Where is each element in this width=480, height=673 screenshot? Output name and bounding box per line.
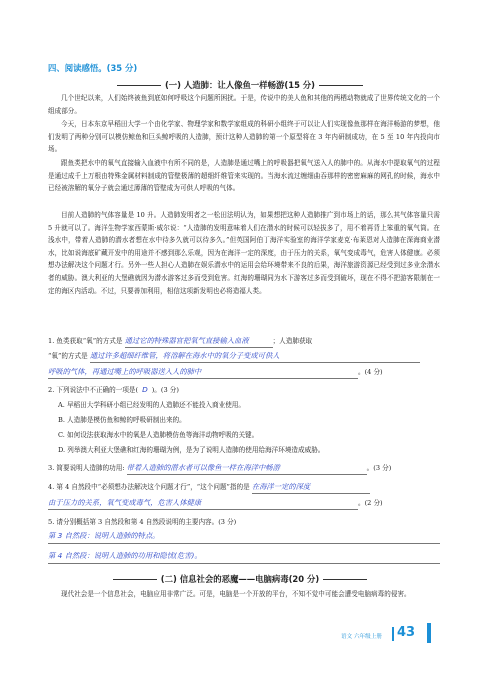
question-5: 5. 请分别概括第 3 自然段和第 4 自然段说明的主要内容。(3 分) <box>48 518 237 526</box>
question-1 <box>48 335 440 348</box>
title-rule-left-2 <box>113 579 157 580</box>
question-1-line-2 <box>48 350 440 363</box>
article2-title <box>0 573 480 585</box>
q1-prefix2: “氧”的方式是 <box>48 352 88 360</box>
footer-accent-bar <box>427 623 431 643</box>
q3-answer[interactable]: 带着人造肺的潜水者可以像鱼一样在海洋中畅游 <box>127 462 367 475</box>
q5-answer-2[interactable]: 第 4 自然段：说明人造肺的功用和隐忧(危害)。 <box>48 550 440 564</box>
q2-stem-before: 2. 下列说法中不正确的一项是( <box>48 386 139 394</box>
q1-answer-lung-2[interactable]: 呼吸的气体，再通过嘴上的呼吸器送入人的肺中 <box>48 366 358 379</box>
q2-answer[interactable]: D <box>142 385 148 394</box>
article1-paragraph-3: 跟鱼类把水中的氧气直接输入血液中有所不同的是，人造肺是通过嘴上的呼吸器把氧气送入人的肺中的。从海水中提取氧气的过程是通过成千上万根由特殊金属材料制成的管壁极薄的超细纤维管来实现的。当海水流过缠细曲吞那样的密密麻麻的网孔的时候，海水中已经被溶解的氧分子就会通过薄薄的管壁成为可供人呼吸的气体。 <box>48 159 440 193</box>
q2-option-b: B. 人造肺是模仿鱼和鲸的呼吸研制出来的。 <box>58 416 186 424</box>
page-number: 43 <box>397 625 416 640</box>
title-rule-right-2 <box>323 579 367 580</box>
article1-paragraph-4: 目前人造肺的气体容量是 10 升。人造肺发明者之一松田法明认为，如果想把这种人造肺推广到市场上的话，那么其气体容量只需 5 升就可以了。海洋生物学家西蒙斯·威尔说：“人造肺的发明意味着人们在潜水的时候可以轻拔多了，用不着再背上笨重的氧气筒。在浅水中，带着人造肺的潜水者想在水中待多久就可以待多久。”但英国阿伯丁海洋实验室的海洋学家麦克·布莱恩对人造肺在深海商业潜水，比如说海底矿藏开发中的用途并不感到那么乐观，因为在海洋一定的深度，由于压力的关系，氧气变成毒气，危害人体健康。必须想办法解决这个问题才行。另外一些人担心人造肺在娱乐潜水中的运用会给环境带来不良的后果，海洋旅游资源已经受到过多业余潜水者的威胁。澳大利亚的大堡礁就因为潜水游客过多而受到危害。红海的珊瑚同为水下游客过多而受到破坏，现在不得不把游客限制在一定的海区内活动。不过，只要善加利用，相信这项新发明也必将造福人类。 <box>48 211 440 295</box>
q5-answer-line-1 <box>48 530 440 544</box>
q1-middle: ；人造肺获取 <box>272 337 313 345</box>
q4-score: 。(2 分) <box>358 499 383 507</box>
question-4-line-2 <box>48 497 440 510</box>
q1-prefix: 1. 鱼类获取“氧”的方式是 <box>48 337 123 345</box>
q2-stem-after: )。(3 分) <box>151 386 179 394</box>
q2-option-a: A. 早稻田大学科研小组已经发明的人造肺还不能投入商业使用。 <box>58 401 245 409</box>
article2-paragraph-1: 现代社会是一个信息社会，电脑应用非常广泛。可是，电脑是一个开放的平台，不知不觉中可能会遭受电脑病毒的侵害。 <box>61 590 411 598</box>
question-2 <box>48 384 440 396</box>
section-title: 四、阅读感悟。(35 分) <box>48 63 138 73</box>
q3-prefix: 3. 简要说明人造肺的功用: <box>48 464 125 472</box>
article1-paragraph-1: 几个世纪以来，人们始终被鱼到底如何呼吸这个问题所困扰。于是，传说中的美人鱼和其他的两栖动物就成了世界传统文化的一个组成部分。 <box>48 94 440 115</box>
article1-paragraph-2: 今天，日本东京早稻田大学一个由化学家、物理学家和数学家组成的科研小组终于可以让人们实现像鱼那样在海洋畅游的梦想，他们发明了两种分别可以模仿鲸鱼和巨头鲸呼吸的人造肺，预计这种人造肺的第一个原型将在 3 年内研制成功，在 5 至 10 年内投向市场。 <box>48 120 440 154</box>
footer-book-label: 语文 六年级上册 <box>341 634 382 640</box>
question-3 <box>48 462 440 475</box>
q2-option-d: D. 列举澳大利亚大堡礁和红海的珊瑚为例，是为了说明人造肺的使用给海洋环境造成威胁。 <box>58 446 325 454</box>
q4-answer-1[interactable]: 在海洋一定的深度 <box>252 481 370 494</box>
q4-prefix: 4. 第 4 自然段中“必须想办法解决这个问题才行”，“这个问题”指的是 <box>48 483 250 491</box>
q1-answer-fish[interactable]: 通过它的特殊器官把氧气直接输入血液 <box>125 335 273 348</box>
q3-score: 。(3 分) <box>366 464 392 472</box>
q5-answer-line-2 <box>48 550 440 564</box>
q5-answer-1[interactable]: 第 3 自然段：说明人造肺的特点。 <box>48 530 440 544</box>
footer-divider <box>392 627 394 641</box>
article1-title <box>0 79 480 91</box>
article2-title-text: (二) 信息社会的恶魔——电脑病毒(20 分) <box>160 574 320 584</box>
title-rule-right <box>319 85 363 86</box>
title-rule-left <box>117 85 161 86</box>
q4-answer-2[interactable]: 由于压力的关系，氧气变成毒气，危害人体健康 <box>48 497 358 510</box>
article1-title-text: (一) 人造肺：让人像鱼一样畅游(15 分) <box>164 80 316 90</box>
question-1-line-3 <box>48 366 440 379</box>
question-4 <box>48 481 440 494</box>
q2-option-c: C. 如何设法获取海水中的氧是人造肺模仿鱼等海洋动物呼吸的关键。 <box>58 431 259 439</box>
q1-answer-lung-1[interactable]: 通过许多超细纤维管，将溶解在海水中的氧分子变成可供人 <box>90 350 420 363</box>
q1-score: 。(4 分) <box>358 368 383 376</box>
